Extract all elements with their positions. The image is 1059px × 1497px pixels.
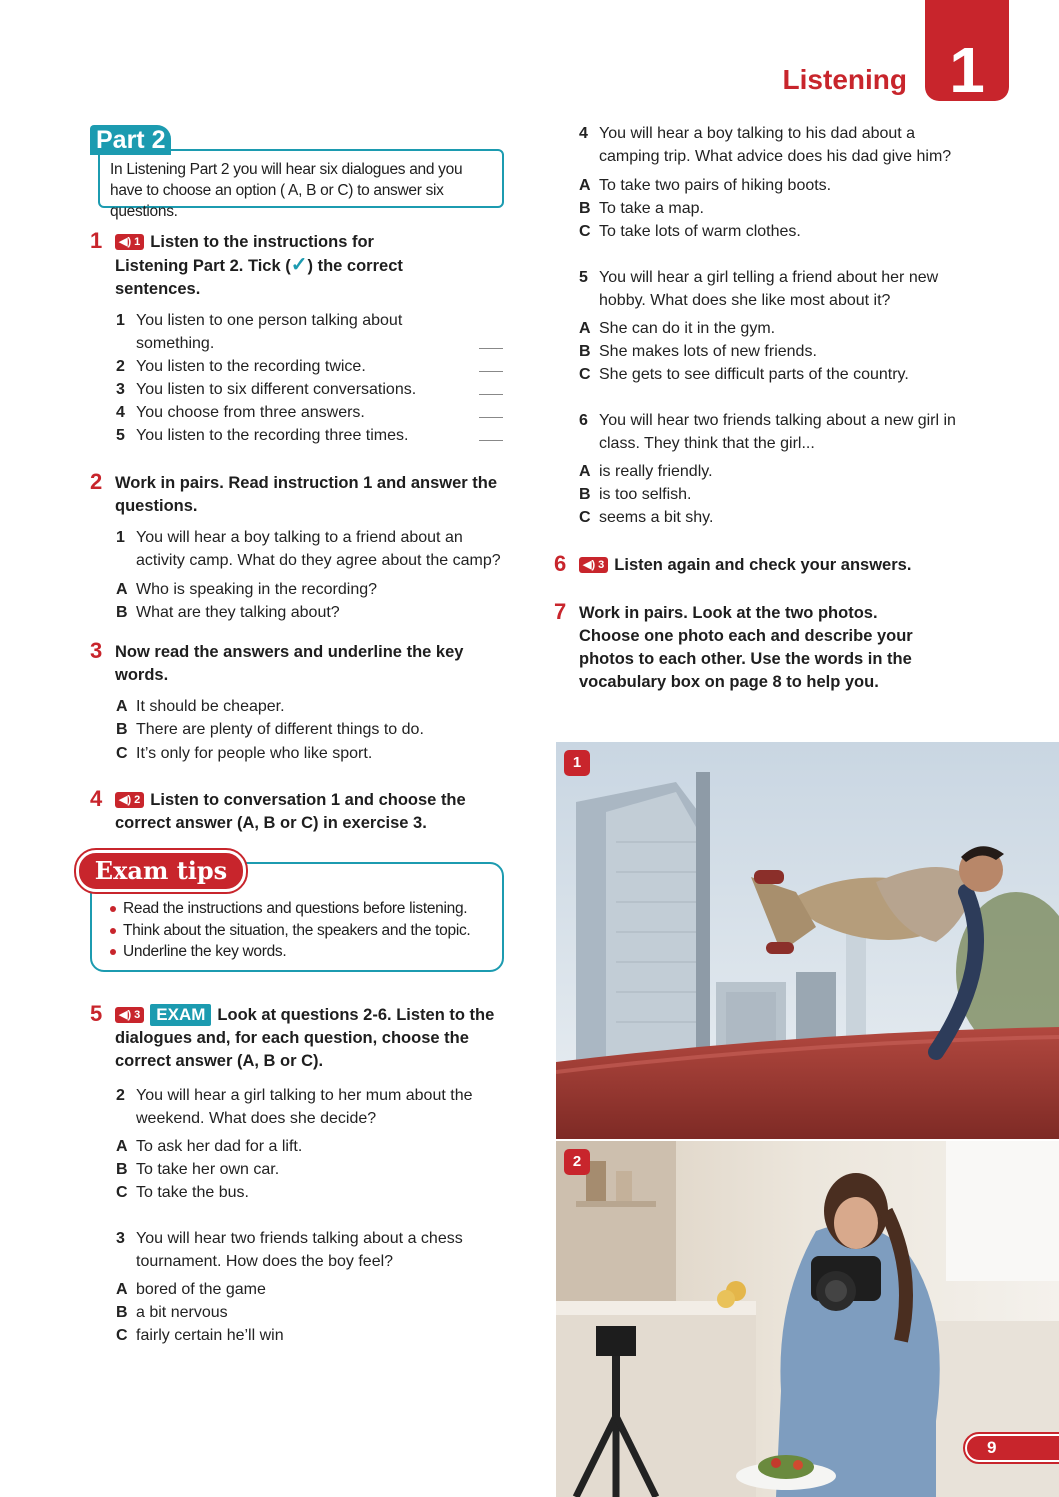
exercise-number: 4: [90, 786, 103, 811]
answer-blank[interactable]: [479, 394, 503, 395]
option-item: A She can do it in the gym.: [579, 320, 776, 337]
question-item: 5 You will hear a girl telling a friend about her new hobby. What does she like most about it?: [579, 269, 939, 309]
tip-item: Think about the situation, the speakers and the topic.: [110, 920, 492, 942]
option-item: C fairly certain he’ll win: [116, 1327, 284, 1344]
photo-parkour: [556, 742, 1059, 1139]
audio-track-icon[interactable]: ◀) 1: [115, 234, 144, 250]
question-item: 6 You will hear two friends talking about a new girl in class. They think that the girl...: [579, 412, 956, 452]
tip-item: Read the instructions and questions before listening.: [110, 898, 492, 920]
exercise-instruction: ◀) 2 Listen to conversation 1 and choose the correct answer (A, B or C) in exercise 3.: [115, 791, 466, 832]
exercise-instruction: Work in pairs. Look at the two photos. Choose one photo each and describe your photos to each other. Use the words in the vocabulary box on page 8 to help you.: [579, 604, 913, 691]
list-item: 2 You listen to the recording twice.: [116, 358, 366, 375]
exercise-number: 3: [90, 638, 103, 663]
answer-blank[interactable]: [479, 417, 503, 418]
option-item: A It should be cheaper.: [116, 698, 285, 715]
exercise-2: [90, 469, 510, 518]
option-item: B What are they talking about?: [116, 604, 340, 621]
answer-blank[interactable]: [479, 371, 503, 372]
section-title: Listening: [782, 64, 907, 95]
exercise-instruction: ◀) 1 Listen to the instructions for Listening Part 2. Tick (✓) the correct sentences.: [115, 233, 403, 298]
option-item: C seems a bit shy.: [579, 509, 714, 526]
photo-number-badge: 2: [564, 1149, 590, 1175]
question-item: 4 You will hear a boy talking to his dad about a camping trip. What advice does his dad give him?: [579, 125, 952, 165]
option-item: B To take a map.: [579, 200, 704, 217]
option-item: B a bit nervous: [116, 1304, 228, 1321]
list-item: 4 You choose from three answers.: [116, 404, 365, 421]
exercise-instruction: Now read the answers and underline the key words.: [115, 643, 464, 684]
exercise-instruction: Work in pairs. Read instruction 1 and answer the questions.: [115, 474, 498, 515]
option-item: A is really friendly.: [579, 463, 713, 480]
list-item: 1 You listen to one person talking about something.: [116, 312, 403, 352]
exam-tips-label: Exam tips: [76, 850, 246, 892]
exercise-4: [90, 786, 510, 835]
option-item: B is too selfish.: [579, 486, 692, 503]
list-item: 3 You listen to six different conversations.: [116, 381, 417, 398]
option-item: B There are plenty of different things to do.: [116, 721, 424, 738]
option-item: A To ask her dad for a lift.: [116, 1138, 303, 1155]
option-item: C To take the bus.: [116, 1184, 249, 1201]
exercise-number: 7: [554, 599, 567, 624]
option-item: A To take two pairs of hiking boots.: [579, 177, 832, 194]
parkour-illustration: [556, 742, 1059, 1139]
exercise-number: 6: [554, 551, 567, 576]
exercise-number: 5: [90, 1001, 103, 1026]
exam-badge: EXAM: [150, 1004, 211, 1026]
audio-track-icon[interactable]: ◀) 3: [115, 1007, 144, 1023]
exercise-number: 1: [90, 228, 103, 253]
exercise-3: [90, 638, 490, 687]
question-item: 1 You will hear a boy talking to a friend about an activity camp. What do they agree about the camp?: [116, 529, 501, 569]
list-item: 5 You listen to the recording three times.: [116, 427, 409, 444]
page-number: 9: [965, 1434, 1059, 1462]
exercise-6: [554, 551, 974, 577]
tip-item: Underline the key words.: [110, 941, 492, 963]
option-item: C She gets to see difficult parts of the country.: [579, 366, 909, 383]
answer-blank[interactable]: [479, 348, 503, 349]
question-item: 3 You will hear two friends talking about a chess tournament. How does the boy feel?: [116, 1230, 463, 1270]
photo-number-badge: 1: [564, 750, 590, 776]
option-item: A Who is speaking in the recording?: [116, 581, 378, 598]
option-item: A bored of the game: [116, 1281, 266, 1298]
option-item: C It’s only for people who like sport.: [116, 745, 373, 762]
part-intro-box: In Listening Part 2 you will hear six dialogues and you have to choose an option ( A, B or C) to answer six questions.: [98, 149, 504, 208]
question-item: 2 You will hear a girl talking to her mum about the weekend. What does she decide?: [116, 1087, 473, 1127]
exercise-instruction: ◀) 3 EXAM Look at questions 2-6. Listen to the dialogues and, for each question, choose the correct answer (A, B or C).: [115, 1005, 495, 1070]
audio-track-icon[interactable]: ◀) 3: [579, 557, 608, 573]
tick-icon: ✓: [290, 254, 308, 276]
exercise-1: [90, 228, 420, 301]
part-label: Part 2: [90, 125, 171, 155]
exercise-instruction: ◀) 3 Listen again and check your answers.: [554, 554, 974, 577]
option-item: B To take her own car.: [116, 1161, 280, 1178]
option-item: C To take lots of warm clothes.: [579, 223, 801, 240]
audio-track-icon[interactable]: ◀) 2: [115, 792, 144, 808]
exercise-5: [90, 1001, 510, 1073]
answer-blank[interactable]: [479, 440, 503, 441]
exercise-number: 2: [90, 469, 103, 494]
option-item: B She makes lots of new friends.: [579, 343, 817, 360]
unit-number-tab: 1: [925, 0, 1009, 101]
exercise-7: [554, 599, 939, 694]
